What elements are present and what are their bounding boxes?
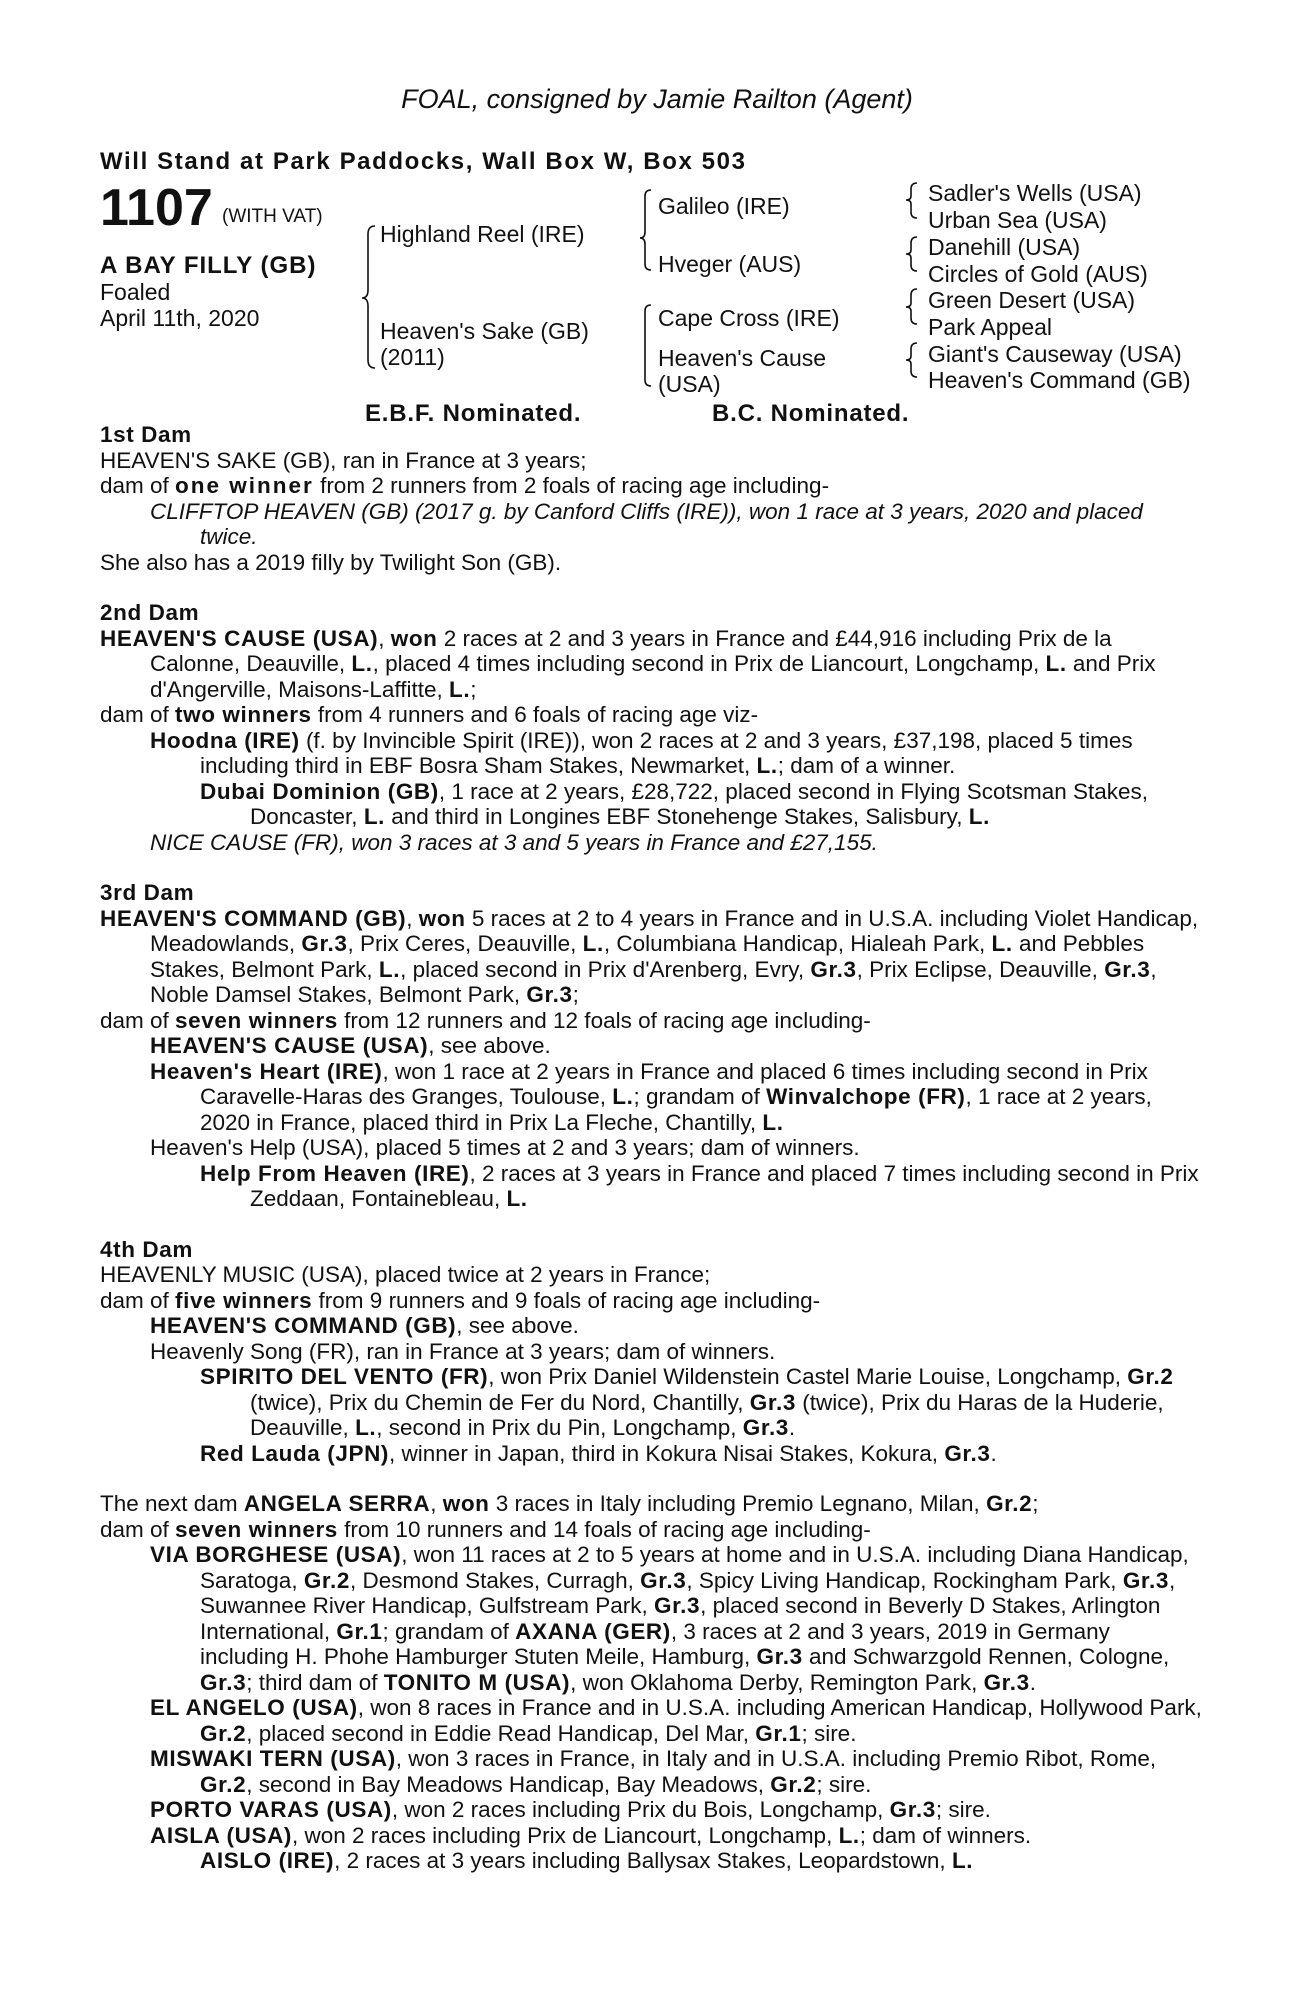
bc-nomination: B.C. Nominated. <box>712 400 910 427</box>
fourth-dam-foal-4: Red Lauda (JPN), winner in Japan, third in Kokura Nisai Stakes, Kokura, Gr.3. <box>200 1440 997 1466</box>
fourth-dam-foal-3: SPIRITO DEL VENTO (FR), won Prix Daniel Wildenstein Castel Marie Louise, Longchamp, Gr.2 (twice), Prix du Chemin de Fer du Nord, Chantilly, Gr.3 (twice), Prix du Haras de la Huderie, Deauville, L., second in Prix du Pin, Longchamp, Gr.3. <box>200 1364 1174 1440</box>
second-dam-foal-2: Dubai Dominion (GB), 1 race at 2 years, £28,722, placed second in Flying Scotsman Stakes, Doncaster, L. and third in Longines EBF Stonehenge Stakes, Salisbury, L. <box>200 778 1149 829</box>
next-dam-section <box>100 1491 1204 1874</box>
catalogue-body <box>100 422 1204 1874</box>
pedigree-dam: Heaven's Sake (GB) <box>380 318 589 344</box>
second-dam-section <box>100 600 1204 855</box>
pedigree-g3-7: Giant's Causeway (USA) <box>928 341 1182 367</box>
first-dam-heading: 1st Dam <box>100 422 192 447</box>
first-dam-foal-1: CLIFFTOP HEAVEN (GB) (2017 g. by Canford Cliffs (IRE)), won 1 race at 3 years, 2020 and placed twice. <box>150 498 1143 549</box>
fourth-dam-line-2: dam of five winners from 9 runners and 9 foals of racing age including- <box>100 1287 821 1313</box>
first-dam-section <box>100 422 1204 575</box>
next-dam-foal-3: MISWAKI TERN (USA), won 3 races in France, in Italy and in U.S.A. including Premio Ribot, Rome, Gr.2, second in Bay Meadows Handicap, Bay Meadows, Gr.2; sire. <box>150 1746 1157 1797</box>
third-dam-foal-1: HEAVEN'S CAUSE (USA), see above. <box>150 1033 551 1058</box>
next-dam-foal-2: EL ANGELO (USA), won 8 races in France and in U.S.A. including American Handicap, Hollywood Park, Gr.2, placed second in Eddie Read Handicap, Del Mar, Gr.1; sire. <box>150 1695 1202 1746</box>
stand-location: Will Stand at Park Paddocks, Wall Box W, Box 503 <box>100 148 747 175</box>
next-dam-foal-1: VIA BORGHESE (USA), won 11 races at 2 to 5 years at home and in U.S.A. including Diana Handicap, Saratoga, Gr.2, Desmond Stakes, Curragh, Gr.3, Spicy Living Handicap, Rockingham Park, Gr.3, Suwannee River Handicap, Gulfstream Park, Gr.3, placed second in Beverly D Stakes, Arlington International, Gr.1; grandam of AXANA (GER), 3 races at 2 and 3 years, 2019 in Germany including H. Phohe Hamburger Stuten Meile, Hamburg, Gr.3 and Schwarzgold Rennen, Cologne, Gr.3; third dam of TONITO M (USA), won Oklahoma Derby, Remington Park, Gr.3. <box>150 1542 1189 1695</box>
ebf-nomination: E.B.F. Nominated. <box>365 400 582 427</box>
pedigree-sire-sire: Galileo (IRE) <box>658 193 790 219</box>
pedigree-dam-dam: Heaven's Cause <box>658 345 827 371</box>
next-dam-line-1: The next dam ANGELA SERRA, won 3 races in Italy including Premio Legnano, Milan, Gr.2; <box>100 1491 1039 1516</box>
pedigree-dam-dam-country: (USA) <box>658 371 721 397</box>
pedigree-g3-2: Urban Sea (USA) <box>928 207 1107 233</box>
foaled-label: Foaled <box>100 279 171 305</box>
next-dam-foal-4: PORTO VARAS (USA), won 2 races including Prix du Bois, Longchamp, Gr.3; sire. <box>150 1797 991 1822</box>
fourth-dam-foal-2: Heavenly Song (FR), ran in France at 3 years; dam of winners. <box>150 1338 776 1364</box>
first-dam-line-2: dam of one winner from 2 runners from 2 foals of racing age including- <box>100 473 830 498</box>
pedigree-g3-3: Danehill (USA) <box>928 234 1081 260</box>
pedigree-dam-year: (2011) <box>380 344 445 370</box>
pedigree-g3-5: Green Desert (USA) <box>928 287 1136 313</box>
lot-number: 1107 <box>100 179 213 237</box>
second-dam-foal-3: NICE CAUSE (FR), won 3 races at 3 and 5 years in France and £27,155. <box>150 829 878 855</box>
next-dam-foal-5: AISLA (USA), won 2 races including Prix de Liancourt, Longchamp, L.; dam of winners. <box>150 1822 1032 1848</box>
vat-note: (WITH VAT) <box>222 206 323 227</box>
foaled-date: April 11th, 2020 <box>100 305 260 331</box>
third-dam-foal-2: Heaven's Heart (IRE), won 1 race at 2 years in France and placed 6 times including second in Prix Caravelle-Haras des Granges, Toulouse, L.; grandam of Winvalchope (FR), 1 race at 2 years, 2020 in France, placed third in Prix La Fleche, Chantilly, L. <box>150 1058 1152 1135</box>
pedigree-dam-sire: Cape Cross (IRE) <box>658 305 840 331</box>
pedigree-sire-dam: Hveger (AUS) <box>658 251 802 277</box>
pedigree-g3-1: Sadler's Wells (USA) <box>928 180 1142 206</box>
pedigree-g3-8: Heaven's Command (GB) <box>928 367 1191 393</box>
second-dam-heading: 2nd Dam <box>100 600 200 625</box>
pedigree-g3-6: Park Appeal <box>928 314 1053 340</box>
next-dam-foal-6: AISLO (IRE), 2 races at 3 years including Ballysax Stakes, Leopardstown, L. <box>200 1848 974 1873</box>
fourth-dam-heading: 4th Dam <box>100 1236 193 1262</box>
second-dam-line-1: HEAVEN'S CAUSE (USA), won 2 races at 2 and 3 years in France and £44,916 including Prix de la Calonne, Deauville, L., placed 4 times including second in Prix de Liancourt, Longchamp, L. and Prix d'Angerville, Maisons-Laffitte, L.; <box>100 625 1156 702</box>
third-dam-foal-4: Help From Heaven (IRE), 2 races at 3 years in France and placed 7 times including second in Prix Zeddaan, Fontainebleau, L. <box>200 1160 1199 1211</box>
fourth-dam-section <box>100 1237 1204 1467</box>
fourth-dam-line-1: HEAVENLY MUSIC (USA), placed twice at 2 years in France; <box>100 1262 711 1287</box>
fourth-dam-foal-1: HEAVEN'S COMMAND (GB), see above. <box>150 1313 579 1338</box>
pedigree-g3-4: Circles of Gold (AUS) <box>928 261 1148 287</box>
horse-description: A BAY FILLY (GB) <box>100 252 317 279</box>
third-dam-heading: 3rd Dam <box>100 880 195 905</box>
third-dam-section <box>100 880 1204 1212</box>
second-dam-foal-1: Hoodna (IRE) (f. by Invincible Spirit (IRE)), won 2 races at 2 and 3 years, £37,198, placed 5 times including third in EBF Bosra Sham Stakes, Newmarket, L.; dam of a winner. <box>150 727 1133 778</box>
first-dam-line-1: HEAVEN'S SAKE (GB), ran in France at 3 years; <box>100 447 587 473</box>
third-dam-line-2: dam of seven winners from 12 runners and 12 foals of racing age including- <box>100 1007 871 1033</box>
third-dam-foal-3: Heaven's Help (USA), placed 5 times at 2 and 3 years; dam of winners. <box>150 1135 860 1160</box>
third-dam-line-1: HEAVEN'S COMMAND (GB), won 5 races at 2 to 4 years in France and in U.S.A. including Violet Handicap, Meadowlands, Gr.3, Prix Ceres, Deauville, L., Columbiana Handicap, Hialeah Park, L. and Pebbles Stakes, Belmont Park, L., placed second in Prix d'Arenberg, Evry, Gr.3, Prix Eclipse, Deauville, Gr.3, Noble Damsel Stakes, Belmont Park, Gr.3; <box>100 905 1199 1007</box>
page-title: FOAL, consigned by Jamie Railton (Agent) <box>401 84 913 114</box>
pedigree-sire: Highland Reel (IRE) <box>380 221 585 247</box>
first-dam-line-4: She also has a 2019 filly by Twilight Son (GB). <box>100 549 562 575</box>
second-dam-line-2: dam of two winners from 4 runners and 6 foals of racing age viz- <box>100 702 759 727</box>
next-dam-line-2: dam of seven winners from 10 runners and 14 foals of racing age including- <box>100 1516 871 1542</box>
